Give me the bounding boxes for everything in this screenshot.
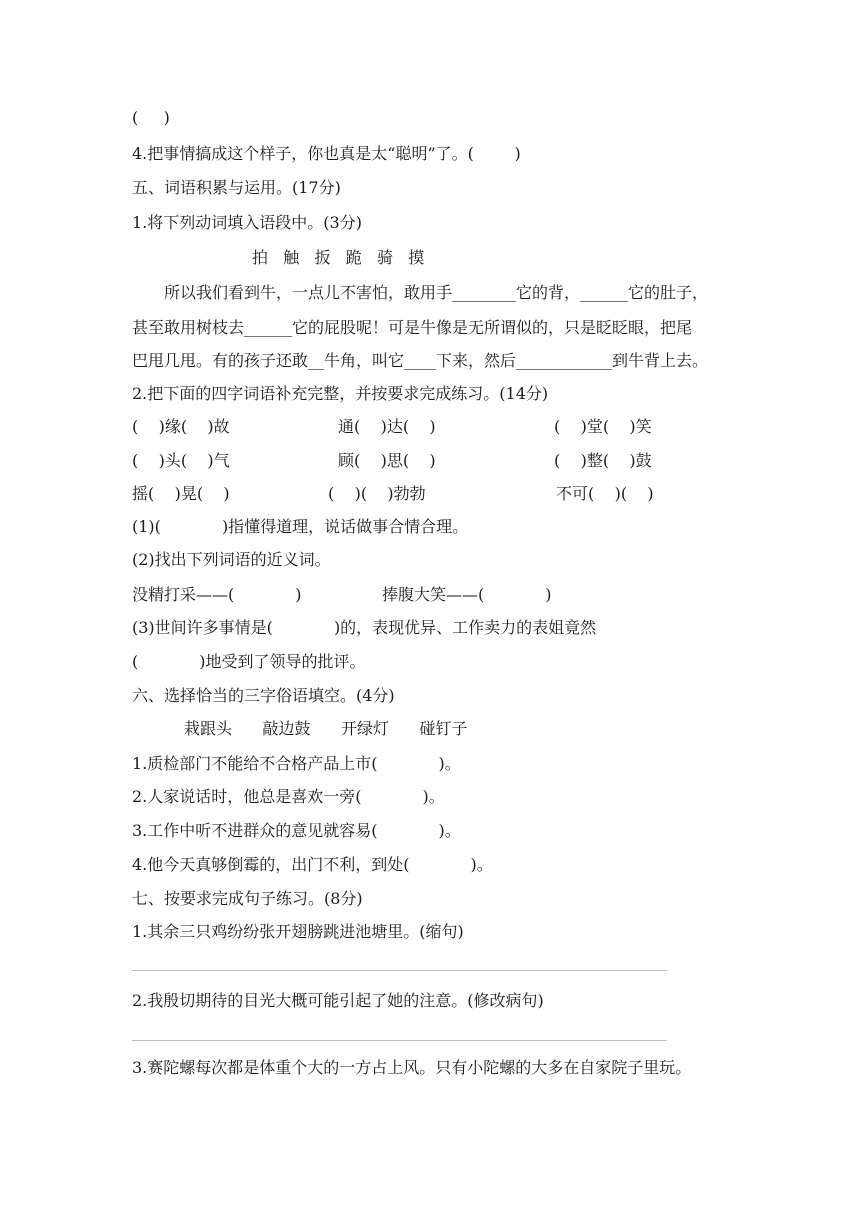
question-5-2-2: (2)找出下列词语的近义词。	[132, 550, 331, 569]
answer-line	[132, 1040, 667, 1041]
synonym-item: 捧腹大笑——( )	[382, 585, 552, 604]
verb-word-bank: 拍 触 扳 跪 骑 摸	[252, 248, 425, 267]
question-7-1: 1.其余三只鸡纷纷张开翅膀跳进池塘里。(缩句)	[132, 922, 464, 941]
question-5-2: 2.把下面的四字词语补充完整，并按要求完成练习。(14分)	[132, 384, 549, 403]
answer-line	[132, 970, 667, 971]
passage-line-3: 巴甩几甩。有的孩子还敢__牛角，叫它____下来，然后____________到牛背上去。	[132, 351, 709, 370]
question-6-4: 4.他今天真够倒霉的，出门不利，到处( )。	[132, 855, 493, 874]
idiom-blank: ( )( )勃勃	[328, 484, 426, 503]
idiom-blank: 不可( )( )	[556, 484, 654, 503]
question-5-2-3: (3)世间许多事情是( )的，表现优异、工作卖力的表姐竟然	[132, 618, 597, 637]
question-5-1: 1.将下列动词填入语段中。(3分)	[132, 213, 362, 232]
idiom-blank: 摇( )晃( )	[132, 484, 230, 503]
question-7-2: 2.我殷切期待的目光大概可能引起了她的注意。(修改病句)	[132, 991, 544, 1010]
idiom-blank: 顾( )思( )	[338, 451, 436, 470]
question-6-3: 3.工作中听不进群众的意见就容易( )。	[132, 821, 461, 840]
question-4: 4.把事情搞成这个样子，你也真是太“聪明”了。( )	[132, 144, 521, 163]
section-6-heading: 六、选择恰当的三字俗语填空。(4分)	[132, 686, 395, 705]
question-7-3: 3.赛陀螺每次都是体重个大的一方占上风。只有小陀螺的大多在自家院子里玩。	[132, 1058, 692, 1077]
synonym-item: 没精打采——( )	[132, 585, 302, 604]
phrase-word-bank: 栽跟头 敲边鼓 开绿灯 碰钉子	[184, 719, 468, 738]
idiom-blank: 通( )达( )	[338, 417, 436, 436]
section-5-heading: 五、词语积累与运用。(17分)	[132, 178, 341, 197]
question-6-1: 1.质检部门不能给不合格产品上市( )。	[132, 754, 461, 773]
passage-line-2: 甚至敢用树枝去______它的屁股呢！可是牛像是无所谓似的，只是眨眨眼，把尾	[132, 318, 693, 337]
question-5-2-1: (1)( )指懂得道理，说话做事合情合理。	[132, 517, 469, 536]
section-7-heading: 七、按要求完成句子练习。(8分)	[132, 889, 363, 908]
idiom-blank: ( )头( )气	[132, 451, 230, 470]
idiom-blank: ( )缘( )故	[132, 417, 230, 436]
idiom-blank: ( )堂( )笑	[554, 417, 652, 436]
question-6-2: 2.人家说话时，他总是喜欢一旁( )。	[132, 787, 445, 806]
question-5-2-3-cont: ( )地受到了领导的批评。	[132, 652, 366, 671]
passage-line-1: 所以我们看到牛，一点儿不害怕，敢用手________它的背，______它的肚子，	[164, 283, 709, 302]
idiom-blank: ( )整( )鼓	[554, 451, 652, 470]
answer-paren: ( )	[132, 108, 170, 127]
